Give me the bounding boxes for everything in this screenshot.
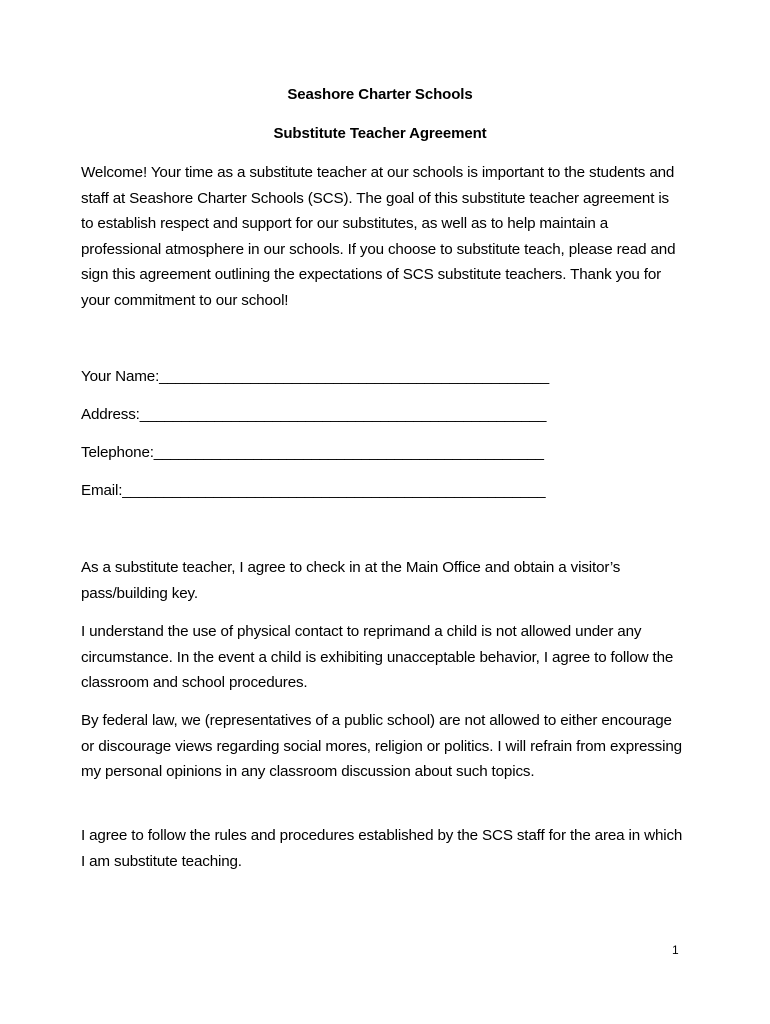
agreement-paragraph-federal-law: By federal law, we (representatives of a public school) are not allowed to either encourage or discourage views regarding social mores, religion or politics. I will refrain from expressing my personal opinions in any classroom discussion about such topics. <box>81 712 682 780</box>
email-field[interactable]: Email:___________________________________________________ <box>81 482 546 499</box>
name-field[interactable]: Your Name:_______________________________________________ <box>81 368 550 385</box>
agreement-paragraph-physical-contact: I understand the use of physical contact to reprimand a child is not allowed under any circumstance. In the event a child is exhibiting unacceptable behavior, I agree to follow the classroom and school procedures. <box>81 623 674 691</box>
address-field[interactable]: Address:_________________________________________________ <box>81 406 547 423</box>
intro-paragraph: Welcome! Your time as a substitute teacher at our schools is important to the students and staff at Seashore Charter Schools (SCS). The goal of this substitute teacher agreement is to establish respect and support for our substitutes, as well as to help maintain a professional atmosphere in our schools. If you choose to substitute teach, please read and sign this agreement outlining the expectations of SCS substitute teachers. Thank you for your commitment to our school! <box>81 164 676 309</box>
page-number: 1 <box>672 943 679 957</box>
form-title-heading: Substitute Teacher Agreement <box>273 125 487 142</box>
agreement-paragraph-rules: I agree to follow the rules and procedures established by the SCS staff for the area in which I am substitute teaching. <box>81 827 683 870</box>
school-name-heading: Seashore Charter Schools <box>287 86 473 103</box>
agreement-paragraph-check-in: As a substitute teacher, I agree to check in at the Main Office and obtain a visitor’s pass/building key. <box>81 559 621 602</box>
telephone-field[interactable]: Telephone:_______________________________________________ <box>81 444 544 461</box>
